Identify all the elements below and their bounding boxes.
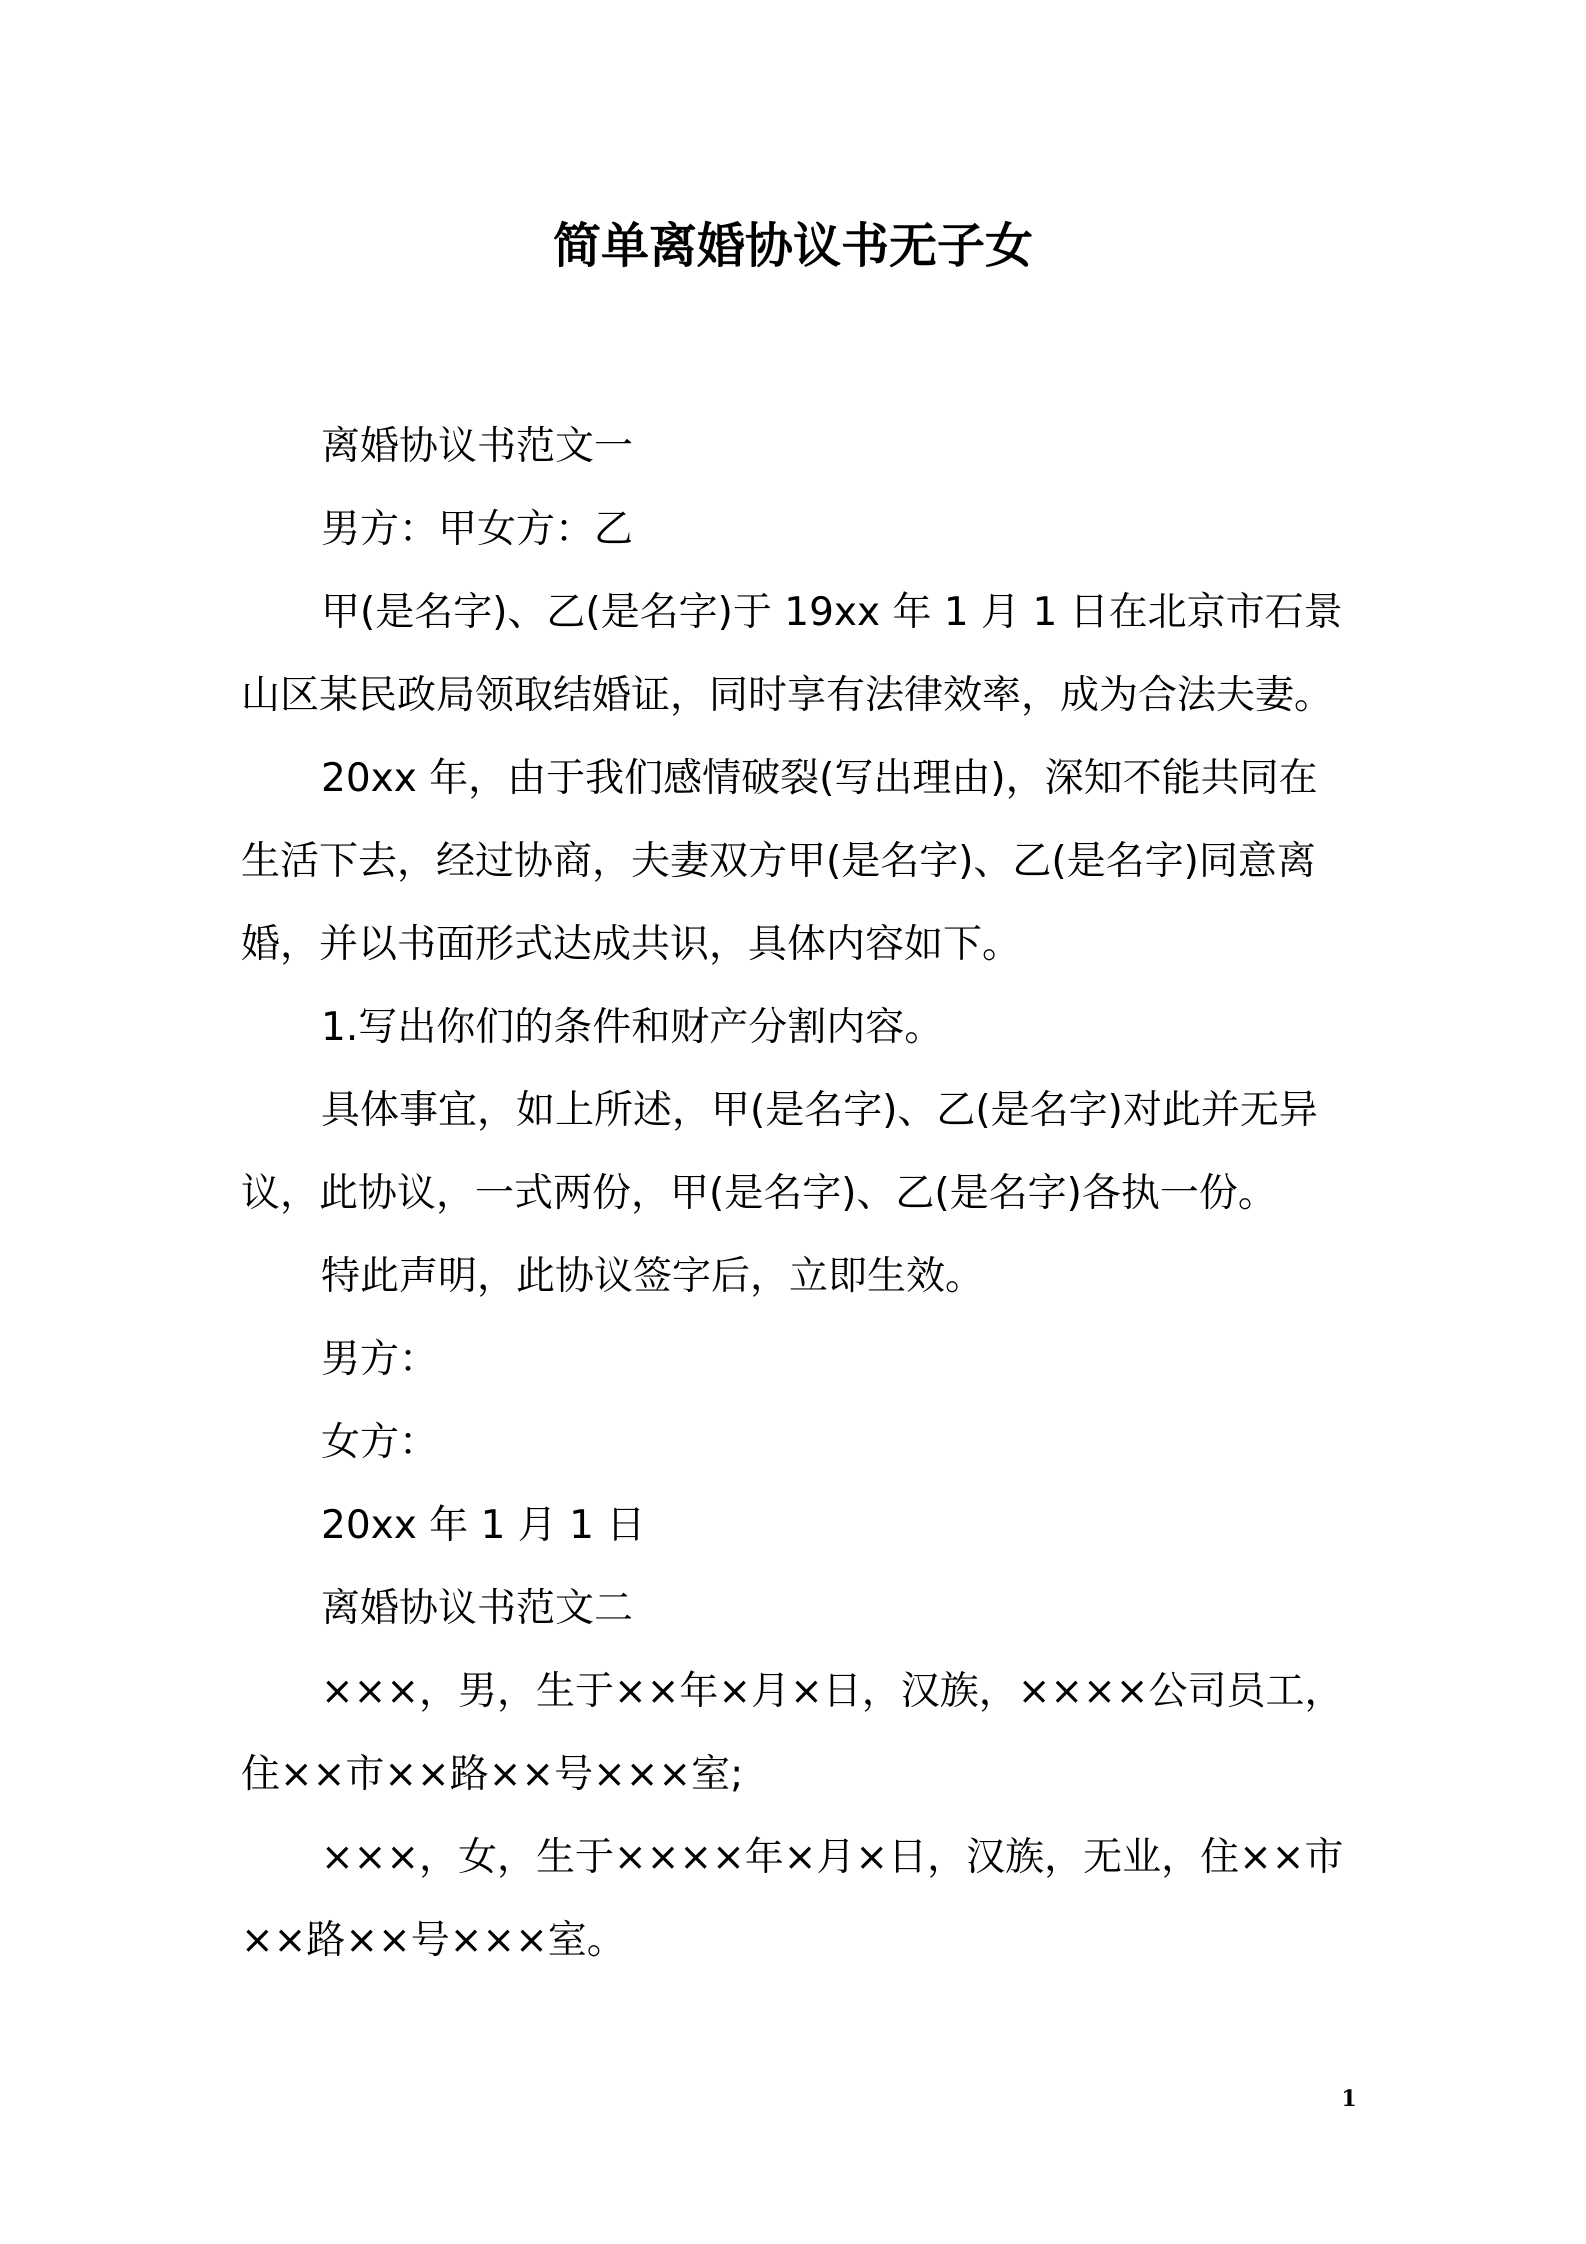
paragraph-sample-one-heading: 离婚协议书范文一: [321, 424, 634, 469]
paragraph-conditions: 1.写出你们的条件和财产分割内容。: [321, 1005, 944, 1050]
signature-female: 女方：: [321, 1420, 439, 1465]
document-title: 简单离婚协议书无子女: [552, 218, 1033, 274]
paragraph-parties: 男方：甲女方：乙: [321, 507, 634, 552]
paragraph-declaration: 特此声明，此协议签字后，立即生效。: [321, 1254, 985, 1299]
paragraph-agreement-copies: 具体事宜，如上所述，甲(是名字)、乙(是名字)对此并无异议，此协议，一式两份，甲(是名字)、乙(是名字)各执一份。: [241, 1088, 1318, 1216]
paragraph-marriage-registration: 甲(是名字)、乙(是名字)于 19xx 年 1 月 1 日在北京市石景山区某民政局领取结婚证，同时享有法律效率，成为合法夫妻。: [241, 590, 1343, 718]
paragraph-sample-two-heading: 离婚协议书范文二: [321, 1586, 634, 1631]
paragraph-female-party-details: ×××，女，生于××××年×月×日，汉族，无业，住××市××路××号×××室。: [241, 1835, 1344, 1963]
paragraph-divorce-reason: 20xx 年，由于我们感情破裂(写出理由)，深知不能共同在生活下去，经过协商，夫妻双方甲(是名字)、乙(是名字)同意离婚，并以书面形式达成共识，具体内容如下。: [241, 756, 1318, 967]
signature-date: 20xx 年 1 月 1 日: [321, 1503, 646, 1548]
document-body: [241, 405, 1356, 1982]
page-number: 1: [1341, 2086, 1357, 2112]
paragraph-male-party-details: ×××，男，生于××年×月×日，汉族，××××公司员工，住××市××路××号×××室;: [241, 1669, 1344, 1797]
signature-male: 男方：: [321, 1337, 439, 1382]
